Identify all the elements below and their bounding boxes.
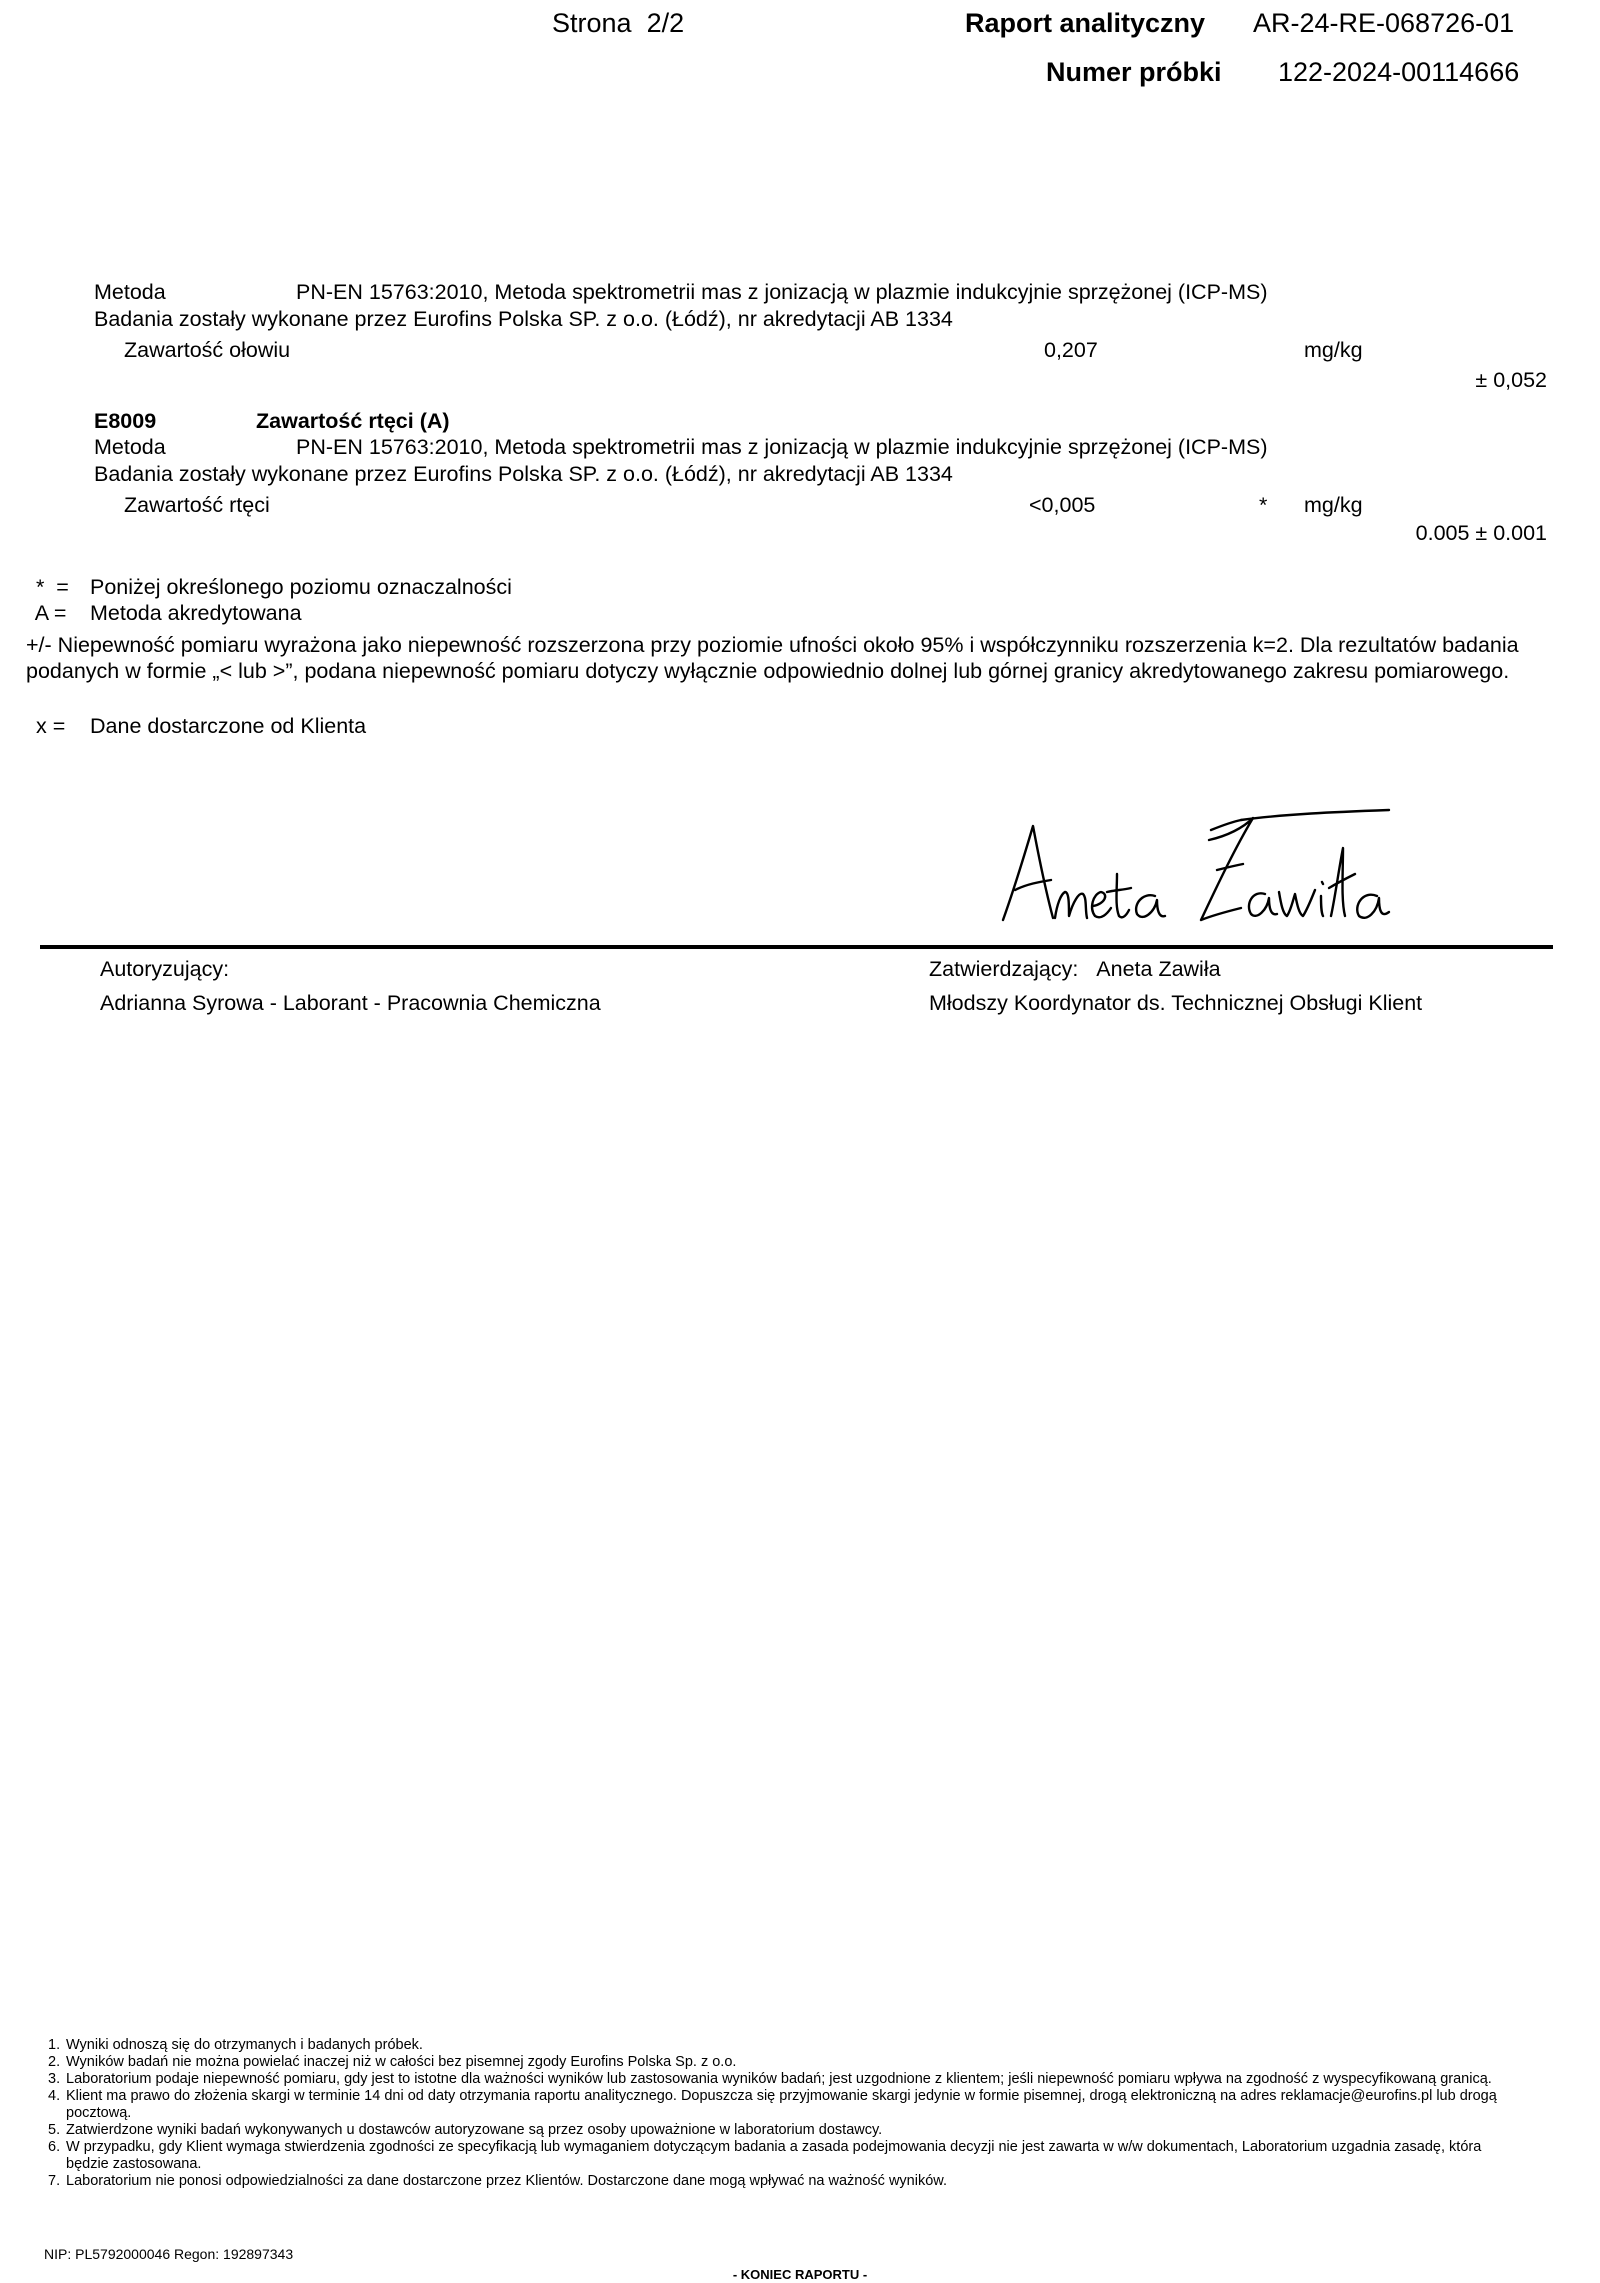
result-unit: mg/kg (1304, 338, 1363, 362)
footnote-item (48, 2054, 1528, 2071)
result-value: <0,005 (1029, 493, 1096, 517)
footnote-text: Laboratorium nie ponosi odpowiedzialności za dane dostarczone przez Klientów. Dostarczone dane mogą wpływać na ważność wyników. (66, 2173, 947, 2189)
footnote-item (48, 2088, 1528, 2122)
result-value: 0,207 (1044, 338, 1098, 362)
footnote-text: Klient ma prawo do złożenia skargi w terminie 14 dni od daty otrzymania raportu analitycznego. Dopuszcza się przyjmowanie skargi jedynie w formie pisemnej, drogą elektroniczną na adres reklamacje@eurofins.pl lub drogą pocztową. (66, 2088, 1497, 2121)
lab-note: Badania zostały wykonane przez Eurofins Polska SP. z o.o. (Łódź), nr akredytacji AB 1334 (94, 462, 953, 486)
test-name: Zawartość rtęci (A) (256, 409, 450, 433)
sample-id: 122-2024-00114666 (1278, 57, 1520, 87)
result-flag: * (1259, 493, 1268, 517)
approver-line (929, 956, 1221, 982)
page-indicator (552, 8, 684, 39)
footnote-number: 2. (48, 2054, 61, 2070)
footnote-text: Laboratorium podaje niepewność pomiaru, gdy jest to istotne dla ważności wyników lub zastosowania wyników badań; jest uzgodnione z klientem; jeśli niepewność pomiaru wpływa na zgodność z wyspecyfikowaną granicą. (66, 2071, 1492, 2087)
report-label: Raport analityczny (965, 8, 1206, 38)
result-uncertainty: ± 0,052 (1475, 368, 1547, 392)
footnote-number: 4. (48, 2088, 61, 2104)
signature (995, 808, 1395, 936)
footnote-item (48, 2139, 1528, 2173)
legend-x-text: Dane dostarczone od Klienta (90, 714, 367, 738)
footnote-number: 5. (48, 2122, 61, 2138)
result-unit: mg/kg (1304, 493, 1363, 517)
legend-star-text: Poniżej określonego poziomu oznaczalności (90, 575, 512, 599)
approver-name: Aneta Zawiła (1096, 957, 1221, 981)
signature-divider (40, 945, 1553, 949)
footnote-item (48, 2037, 1528, 2054)
footnote-item (48, 2071, 1528, 2088)
page-number: 2/2 (646, 8, 685, 38)
result-uncertainty: 0.005 ± 0.001 (1415, 521, 1547, 545)
authorizer-label: Autoryzujący: (100, 957, 230, 981)
method-text: PN-EN 15763:2010, Metoda spektrometrii mas z jonizacją w plazmie indukcyjnie sprzężonej (ICP-MS) (296, 435, 1268, 459)
lab-note: Badania zostały wykonane przez Eurofins Polska SP. z o.o. (Łódź), nr akredytacji AB 1334 (94, 307, 953, 331)
footnote-text: W przypadku, gdy Klient wymaga stwierdzenia zgodności ze specyfikacją lub wymaganiem dotyczącym badania a zasada podejmowania decyzji nie jest zawarta w w/w dokumentach, Laboratorium uzgadnia zasadę, która będzie zastosowana. (66, 2139, 1482, 2172)
parameter-name: Zawartość ołowiu (124, 338, 291, 362)
parameter-name: Zawartość rtęci (124, 493, 270, 517)
company-ids: NIP: PL5792000046 Regon: 192897343 (44, 2246, 294, 2262)
sample-label: Numer próbki (1046, 57, 1222, 87)
page-label: Strona (552, 8, 632, 38)
footnote-number: 1. (48, 2037, 61, 2053)
authorizer-name: Adrianna Syrowa - Laborant - Pracownia Chemiczna (100, 991, 601, 1015)
uncertainty-note: +/- Niepewność pomiaru wyrażona jako niepewność rozszerzona przy poziomie ufności około 95% i współczynniku rozszerzenia k=2. Dla rezultatów badania podanych w formie „< lub >”, podana niepewność pomiaru dotyczy wyłącznie odpowiednio dolnej lub górnej granicy akredytowanego zakresu pomiarowego. (26, 633, 1519, 683)
footnote-text: Zatwierdzone wyniki badań wykonywanych u dostawców autoryzowane są przez osoby upoważnione w laboratorium dostawcy. (66, 2122, 883, 2138)
end-of-report: - KONIEC RAPORTU - (732, 2267, 868, 2282)
footnote-text: Wyniki odnoszą się do otrzymanych i badanych próbek. (66, 2037, 423, 2053)
footnote-number: 6. (48, 2139, 61, 2155)
legend-a-symbol: A = (30, 601, 67, 625)
footnote-text: Wyników badań nie można powielać inaczej niż w całości bez pisemnej zgody Eurofins Polska Sp. z o.o. (66, 2054, 737, 2070)
method-label: Metoda (94, 435, 166, 459)
footnote-number: 3. (48, 2071, 61, 2087)
report-id: AR-24-RE-068726-01 (1253, 8, 1515, 38)
approver-title: Młodszy Koordynator ds. Technicznej Obsługi Klient (929, 991, 1423, 1015)
legend-x-symbol: x = (30, 714, 66, 738)
footnote-item (48, 2173, 1528, 2190)
approver-label: Zatwierdzający: (929, 957, 1079, 981)
footnote-number: 7. (48, 2173, 61, 2189)
method-text: PN-EN 15763:2010, Metoda spektrometrii mas z jonizacją w plazmie indukcyjnie sprzężonej (ICP-MS) (296, 280, 1268, 304)
handwritten-signature-graphic (995, 808, 1395, 936)
footnote-item (48, 2122, 1528, 2139)
method-label: Metoda (94, 280, 166, 304)
footnotes-list (48, 2037, 1528, 2190)
legend-a-text: Metoda akredytowana (90, 601, 302, 625)
test-code: E8009 (94, 409, 157, 433)
legend-star-symbol: * = (30, 575, 69, 599)
